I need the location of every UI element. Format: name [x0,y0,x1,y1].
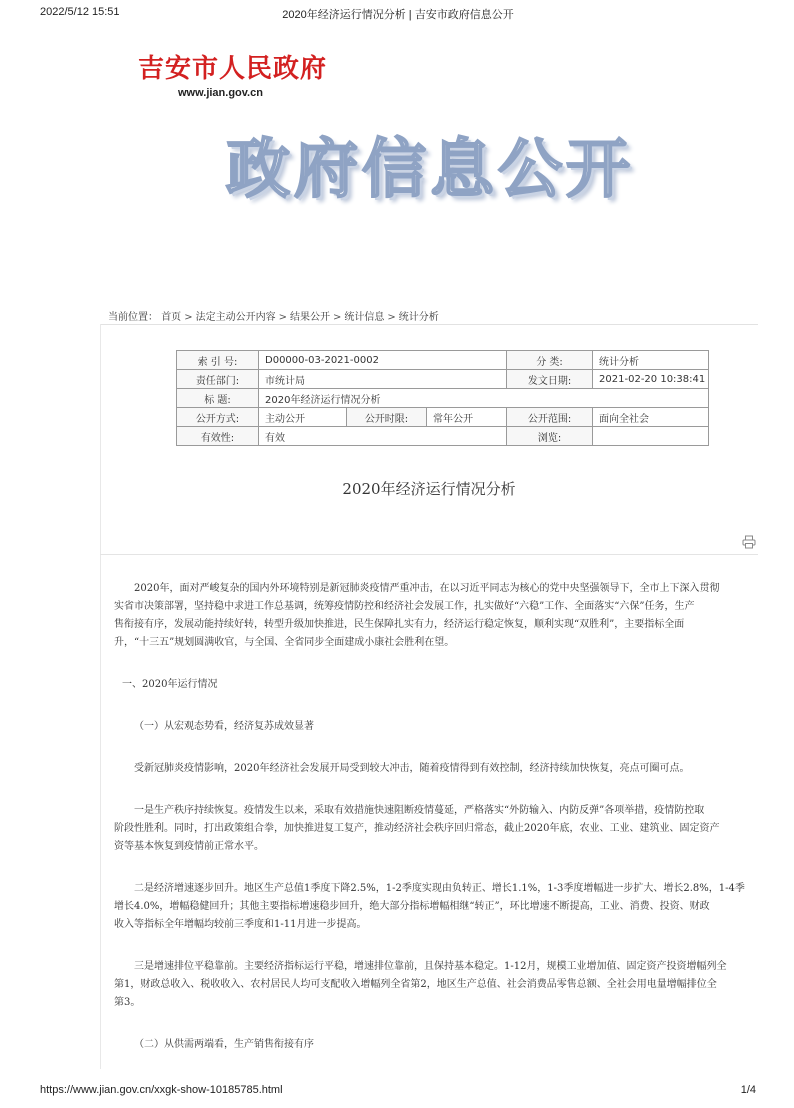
category-key: 分 类: [507,351,593,370]
breadcrumb-separator: > [332,312,342,323]
site-logo[interactable] [138,54,338,102]
print-header [40,6,756,22]
breadcrumb-home[interactable]: 首页 [161,312,182,323]
views-key: 浏览: [507,427,593,446]
breadcrumb-separator: > [387,312,396,323]
print-page-title: 2020年经济运行情况分析 | 吉安市政府信息公开 [282,9,514,21]
site-logo-url: www.jian.gov.cn [178,87,263,99]
breadcrumb [108,308,439,323]
paragraph-line: 增长4.0%，增幅稳健回升；其他主要指标增速稳步回升，绝大部分指标增幅相继“转正”，环比增速不断提高，工业、消费、投资、财政 [114,901,710,912]
paragraph-line: 二是经济增速逐步回升。地区生产总值1季度下降2.5%，1-2季度实现由负转正、增长1.1%，1-3季度增幅进一步扩大、增长2.8%，1-4季 [134,883,745,894]
index-key: 索 引 号: [177,351,259,370]
validity-value: 有效 [259,427,507,446]
paragraph-line: 一是生产秩序持续恢复。疫情发生以来，采取有效措施快速阻断疫情蔓延，严格落实“外防输入、内防反弹”各项举措，疫情防控取 [134,805,705,816]
article-title: 2020年经济运行情况分析 [342,480,516,498]
banner-title: 政府信息公开 [226,133,634,207]
breadcrumb-analysis[interactable]: 统计分析 [398,312,439,323]
paragraph-line: 2020年，面对严峻复杂的国内外环境特别是新冠肺炎疫情严重冲击，在以习近平同志为核心的党中央坚强领导下，全市上下深入贯彻 [134,583,720,594]
date-key: 发文日期: [507,370,593,389]
paragraph-line: 资等基本恢复到疫情前正常水平。 [114,841,264,852]
breadcrumb-results[interactable]: 结果公开 [289,312,330,323]
paragraph-line: 实省市决策部署，坚持稳中求进工作总基调，统筹疫情防控和经济社会发展工作，扎实做好“六稳”工作、全面落实“六保”任务，生产 [114,601,695,612]
index-value: D00000-03-2021-0002 [259,351,507,370]
site-logo-name: 吉安市人民政府 [138,54,328,84]
paragraph-line: 阶段性胜利。同时，打出政策组合拳，加快推进复工复产，推动经济社会秩序回归常态，截止2020年底，农业、工业、建筑业、固定资产 [114,823,720,834]
validity-key: 有效性: [177,427,259,446]
document-info-table [176,350,709,446]
mode-key: 公开方式: [177,408,259,427]
breadcrumb-public-content[interactable]: 法定主动公开内容 [195,312,276,323]
divider [100,324,758,325]
scope-key: 公开范围: [507,408,593,427]
divider [100,554,758,555]
subsection-heading: （二）从供需两端看，生产销售衔接有序 [134,1039,314,1050]
print-footer [40,1084,756,1100]
breadcrumb-statistics[interactable]: 统计信息 [344,312,385,323]
dept-value: 市统计局 [259,370,507,389]
title-value: 2020年经济运行情况分析 [259,389,709,408]
paragraph-line: 售衔接有序，发展动能持续好转，转型升级加快推进，民生保障扎实有力，经济运行稳定恢复，顺利实现“双胜利”，主要指标全面 [114,619,685,630]
scope-value: 面向全社会 [593,408,709,427]
paragraph-line: 第1，财政总收入、税收收入、农村居民人均可支配收入增幅列全省第2，地区生产总值、社会消费品零售总额、全社会用电量增幅排位全 [114,979,717,990]
paragraph-line: 升，“十三五”规划圆满收官，与全国、全省同步全面建成小康社会胜利在望。 [114,637,455,648]
period-value: 常年公开 [427,408,507,427]
article-body [114,580,758,1060]
views-value [593,427,709,446]
breadcrumb-separator: > [278,312,287,323]
printer-icon[interactable] [742,534,756,548]
breadcrumb-label: 当前位置： [108,312,158,323]
subsection-heading: （一）从宏观态势看，经济复苏成效显著 [134,721,314,732]
paragraph-line: 三是增速排位平稳靠前。主要经济指标运行平稳，增速排位靠前，且保持基本稳定。1-12月，规模工业增加值、固定资产投资增幅列全 [134,961,727,972]
dept-key: 责任部门: [177,370,259,389]
paragraph-line: 收入等指标全年增幅均较前三季度和1-11月进一步提高。 [114,919,367,930]
breadcrumb-separator: > [184,312,193,323]
print-datetime: 2022/5/12 15:51 [40,6,120,18]
section-heading: 一、2020年运行情况 [122,679,218,690]
date-value: 2021-02-20 10:38:41 [593,370,709,389]
title-key: 标 题: [177,389,259,408]
paragraph-line: 第3。 [114,997,141,1008]
paragraph-line: 受新冠肺炎疫情影响，2020年经济社会发展开局受到较大冲击，随着疫情得到有效控制，经济持续加快恢复，亮点可圈可点。 [134,763,690,774]
mode-value: 主动公开 [259,408,347,427]
content-border [100,324,101,1069]
period-key: 公开时限: [347,408,427,427]
print-url: https://www.jian.gov.cn/xxgk-show-10185785.html [40,1084,283,1096]
print-page-number: 1/4 [740,1084,756,1096]
category-value: 统计分析 [593,351,709,370]
